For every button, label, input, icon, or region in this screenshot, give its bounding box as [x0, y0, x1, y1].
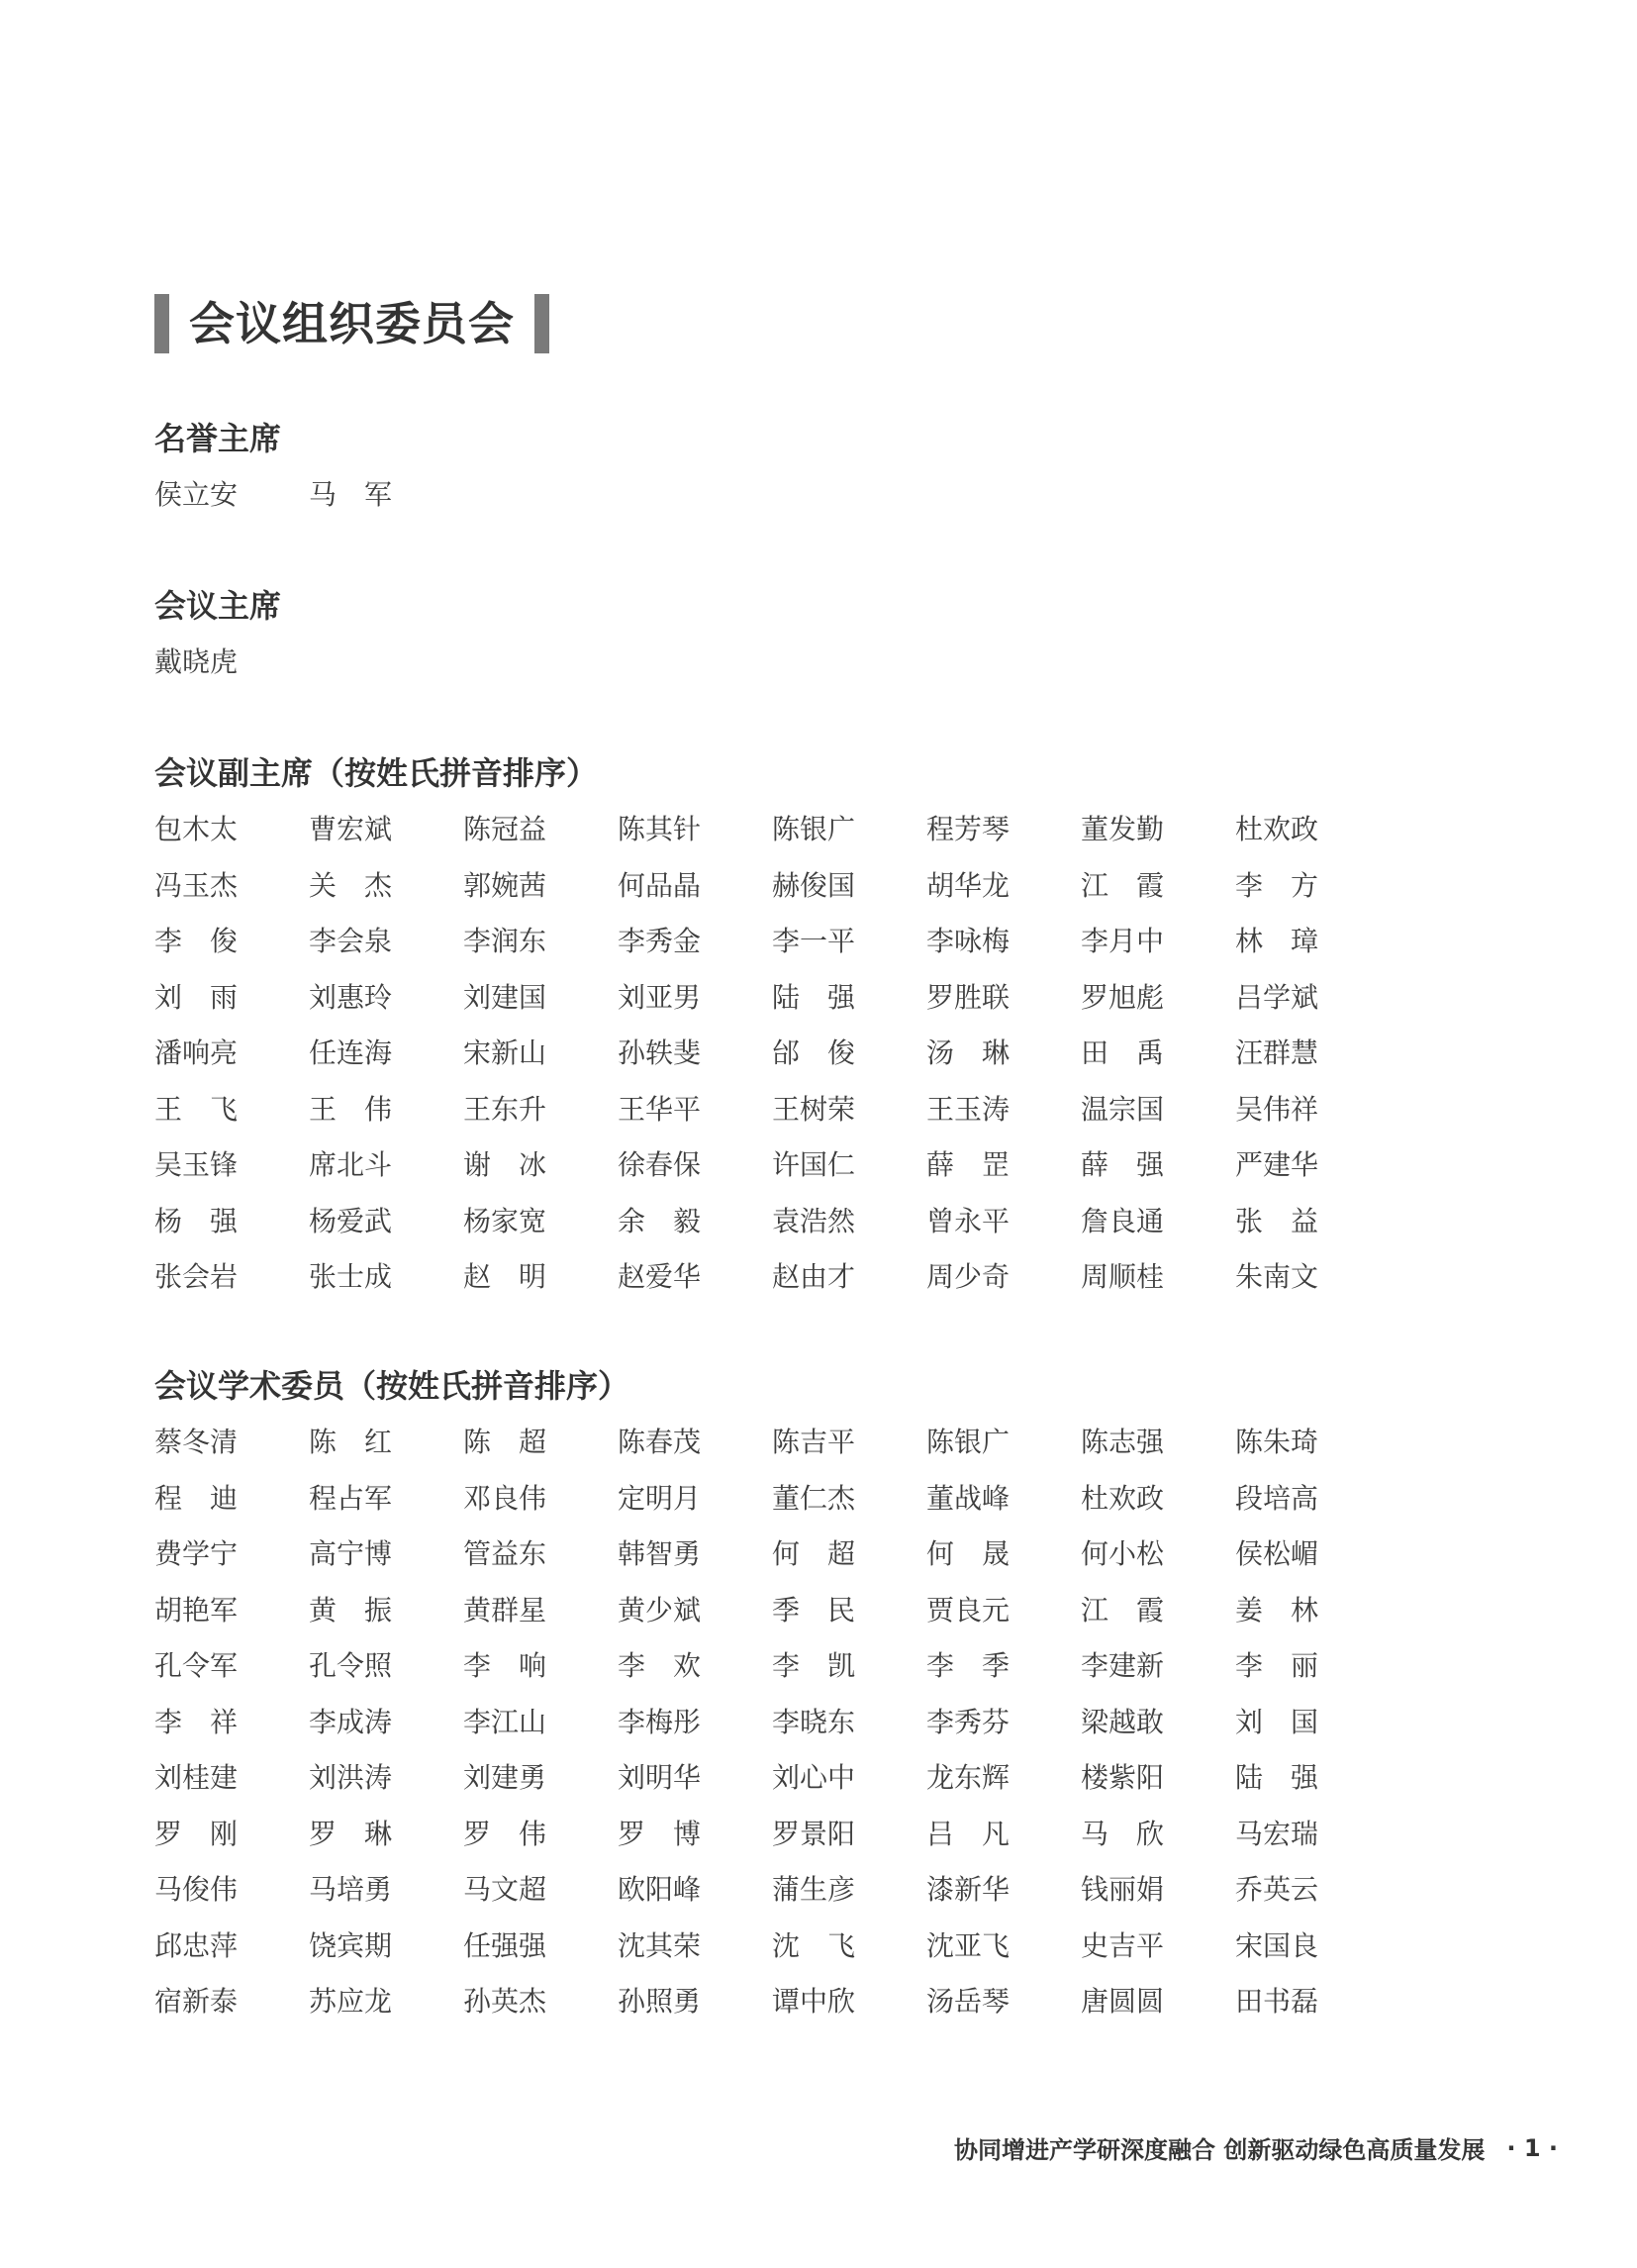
member-name: 杨 强 [154, 1204, 239, 1237]
member-name: 陆 强 [772, 980, 856, 1014]
member-name: 李建新 [1081, 1649, 1165, 1682]
member-name: 程 迪 [154, 1481, 239, 1515]
member-name: 吴玉锋 [154, 1148, 239, 1181]
member-name: 费学宁 [154, 1537, 239, 1570]
member-name: 黄少斌 [618, 1593, 702, 1627]
member-name: 李咏梅 [926, 925, 1011, 957]
member-name: 唐圆圆 [1081, 1985, 1165, 2018]
title-bar-right [534, 294, 549, 353]
member-name: 罗 博 [618, 1817, 702, 1850]
member-name: 梁越敢 [1081, 1705, 1165, 1738]
member-name: 刘洪涛 [309, 1761, 393, 1794]
member-name: 蒲生彦 [772, 1873, 856, 1906]
name-list [154, 642, 1390, 699]
name-list [154, 475, 1390, 532]
member-name: 王树荣 [772, 1092, 856, 1126]
member-name: 程芳琴 [926, 813, 1011, 845]
member-name: 赫俊国 [772, 868, 856, 902]
member-name: 江 霞 [1081, 868, 1165, 902]
member-name: 陈志强 [1081, 1426, 1165, 1458]
member-name: 钱丽娟 [1081, 1873, 1165, 1906]
member-name: 田 禹 [1081, 1036, 1165, 1069]
member-name: 刘心中 [772, 1761, 856, 1794]
member-name: 吴伟祥 [1235, 1092, 1319, 1126]
member-name: 谭中欣 [772, 1985, 856, 2018]
member-name: 罗 伟 [463, 1817, 547, 1850]
section-conference-chair [154, 586, 1390, 699]
member-name: 陈春茂 [618, 1426, 702, 1458]
section-vice-chairs [154, 753, 1390, 1314]
member-name: 黄 振 [309, 1593, 393, 1627]
member-name: 包木太 [154, 813, 239, 845]
member-name: 胡华龙 [926, 868, 1011, 902]
member-name: 赵 明 [463, 1260, 547, 1293]
member-name: 马培勇 [309, 1873, 393, 1906]
member-name: 冯玉杰 [154, 868, 239, 902]
member-name: 席北斗 [309, 1148, 393, 1181]
member-name: 杨爱武 [309, 1204, 393, 1237]
member-name: 戴晓虎 [154, 645, 239, 678]
member-name: 段培高 [1235, 1481, 1319, 1515]
member-name: 朱南文 [1235, 1260, 1319, 1293]
member-name: 严建华 [1235, 1148, 1319, 1181]
member-name: 饶宾期 [309, 1928, 393, 1962]
member-name: 沈 飞 [772, 1928, 856, 1962]
member-name: 胡艳军 [154, 1593, 239, 1627]
member-name: 王华平 [618, 1092, 702, 1126]
member-name: 季 民 [772, 1593, 856, 1627]
member-name: 姜 林 [1235, 1593, 1319, 1627]
member-name: 张士成 [309, 1260, 393, 1293]
member-name: 程占军 [309, 1481, 393, 1515]
member-name: 韩智勇 [618, 1537, 702, 1570]
page-title: 会议组织委员会 [189, 297, 515, 350]
member-name: 薛 强 [1081, 1148, 1165, 1181]
member-name: 王东升 [463, 1092, 547, 1126]
section-honorary-chairs [154, 419, 1390, 532]
member-name: 任强强 [463, 1928, 547, 1962]
name-list [154, 1423, 1390, 2038]
member-name: 李月中 [1081, 925, 1165, 957]
member-name: 许国仁 [772, 1148, 856, 1181]
member-name: 何 超 [772, 1537, 856, 1570]
page-number: · 1 · [1506, 2133, 1558, 2162]
member-name: 陈 红 [309, 1426, 393, 1458]
member-name: 李晓东 [772, 1705, 856, 1738]
member-name: 宋国良 [1235, 1928, 1319, 1962]
member-name: 刘建勇 [463, 1761, 547, 1794]
member-name: 罗旭彪 [1081, 980, 1165, 1014]
member-name: 欧阳峰 [618, 1873, 702, 1906]
member-name: 汤 琳 [926, 1036, 1011, 1069]
member-name: 袁浩然 [772, 1204, 856, 1237]
member-name: 邰 俊 [772, 1036, 856, 1069]
member-name: 徐春保 [618, 1148, 702, 1181]
member-name: 侯立安 [154, 478, 239, 511]
member-name: 刘 雨 [154, 980, 239, 1014]
member-name: 李 俊 [154, 925, 239, 957]
member-name: 刘明华 [618, 1761, 702, 1794]
section-heading: 名誉主席 [154, 420, 282, 457]
member-name: 蔡冬清 [154, 1426, 239, 1458]
member-name: 楼紫阳 [1081, 1761, 1165, 1794]
member-name: 孔令军 [154, 1649, 239, 1682]
member-name: 史吉平 [1081, 1928, 1165, 1962]
footer-slogan: 协同增进产学研深度融合 创新驱动绿色高质量发展 [953, 2136, 1486, 2164]
member-name: 陈银广 [772, 813, 856, 845]
member-name: 苏应龙 [309, 1985, 393, 2018]
member-name: 董发勤 [1081, 813, 1165, 845]
member-name: 乔英云 [1235, 1873, 1319, 1906]
member-name: 李梅彤 [618, 1705, 702, 1738]
member-name: 詹良通 [1081, 1204, 1165, 1237]
member-name: 王 飞 [154, 1092, 239, 1126]
member-name: 沈其荣 [618, 1928, 702, 1962]
member-name: 李成涛 [309, 1705, 393, 1738]
name-list [154, 810, 1390, 1314]
member-name: 沈亚飞 [926, 1928, 1011, 1962]
member-name: 汤岳琴 [926, 1985, 1011, 2018]
member-name: 杜欢政 [1235, 813, 1319, 845]
member-name: 王玉涛 [926, 1092, 1011, 1126]
member-name: 陈朱琦 [1235, 1426, 1319, 1458]
page-title-block [154, 294, 549, 353]
member-name: 邓良伟 [463, 1481, 547, 1515]
member-name: 何品晶 [618, 868, 702, 902]
member-name: 杜欢政 [1081, 1481, 1165, 1515]
member-name: 马 军 [309, 478, 393, 511]
member-name: 潘响亮 [154, 1036, 239, 1069]
member-name: 薛 罡 [926, 1148, 1011, 1181]
section-heading: 会议副主席（按姓氏拼音排序） [154, 754, 599, 792]
section-academic-committee [154, 1366, 1390, 2038]
member-name: 黄群星 [463, 1593, 547, 1627]
member-name: 李 季 [926, 1649, 1011, 1682]
member-name: 杨家宽 [463, 1204, 547, 1237]
member-name: 李秀金 [618, 925, 702, 957]
member-name: 李 响 [463, 1649, 547, 1682]
member-name: 孙照勇 [618, 1985, 702, 2018]
member-name: 张会岩 [154, 1260, 239, 1293]
member-name: 李一平 [772, 925, 856, 957]
member-name: 马 欣 [1081, 1817, 1165, 1850]
member-name: 江 霞 [1081, 1593, 1165, 1627]
member-name: 罗景阳 [772, 1817, 856, 1850]
member-name: 关 杰 [309, 868, 393, 902]
member-name: 李润东 [463, 925, 547, 957]
member-name: 曾永平 [926, 1204, 1011, 1237]
member-name: 陈冠益 [463, 813, 547, 845]
member-name: 陈其针 [618, 813, 702, 845]
member-name: 刘亚男 [618, 980, 702, 1014]
member-name: 罗胜联 [926, 980, 1011, 1014]
member-name: 李 祥 [154, 1705, 239, 1738]
section-heading: 会议学术委员（按姓氏拼音排序） [154, 1367, 630, 1405]
member-name: 宿新泰 [154, 1985, 239, 2018]
member-name: 余 毅 [618, 1204, 702, 1237]
member-name: 汪群慧 [1235, 1036, 1319, 1069]
member-name: 侯松嵋 [1235, 1537, 1319, 1570]
member-name: 董仁杰 [772, 1481, 856, 1515]
member-name: 宋新山 [463, 1036, 547, 1069]
member-name: 罗 刚 [154, 1817, 239, 1850]
title-bar-left [154, 294, 169, 353]
member-name: 吕 凡 [926, 1817, 1011, 1850]
member-name: 赵爱华 [618, 1260, 702, 1293]
member-name: 任连海 [309, 1036, 393, 1069]
member-name: 李会泉 [309, 925, 393, 957]
member-name: 田书磊 [1235, 1985, 1319, 2018]
member-name: 谢 冰 [463, 1148, 547, 1181]
member-name: 吕学斌 [1235, 980, 1319, 1014]
member-name: 马宏瑞 [1235, 1817, 1319, 1850]
member-name: 孙轶斐 [618, 1036, 702, 1069]
member-name: 定明月 [618, 1481, 702, 1515]
member-name: 马文超 [463, 1873, 547, 1906]
member-name: 郭婉茜 [463, 868, 547, 902]
page-footer [954, 2130, 1558, 2165]
member-name: 董战峰 [926, 1481, 1011, 1515]
member-name: 曹宏斌 [309, 813, 393, 845]
member-name: 陈银广 [926, 1426, 1011, 1458]
member-name: 周少奇 [926, 1260, 1011, 1293]
member-name: 李 欢 [618, 1649, 702, 1682]
member-name: 李 方 [1235, 868, 1319, 902]
member-name: 赵由才 [772, 1260, 856, 1293]
member-name: 王 伟 [309, 1092, 393, 1126]
member-name: 陈吉平 [772, 1426, 856, 1458]
member-name: 管益东 [463, 1537, 547, 1570]
member-name: 孔令照 [309, 1649, 393, 1682]
member-name: 刘桂建 [154, 1761, 239, 1794]
member-name: 贾良元 [926, 1593, 1011, 1627]
member-name: 周顺桂 [1081, 1260, 1165, 1293]
member-name: 刘建国 [463, 980, 547, 1014]
member-name: 邱忠萍 [154, 1928, 239, 1962]
member-name: 孙英杰 [463, 1985, 547, 2018]
member-name: 李江山 [463, 1705, 547, 1738]
member-name: 李秀芬 [926, 1705, 1011, 1738]
member-name: 张 益 [1235, 1204, 1319, 1237]
member-name: 刘 国 [1235, 1705, 1319, 1738]
member-name: 陈 超 [463, 1426, 547, 1458]
member-name: 温宗国 [1081, 1092, 1165, 1126]
member-name: 李 丽 [1235, 1649, 1319, 1682]
member-name: 陆 强 [1235, 1761, 1319, 1794]
member-name: 林 璋 [1235, 925, 1319, 957]
member-name: 罗 琳 [309, 1817, 393, 1850]
member-name: 何 晟 [926, 1537, 1011, 1570]
member-name: 刘惠玲 [309, 980, 393, 1014]
member-name: 何小松 [1081, 1537, 1165, 1570]
member-name: 漆新华 [926, 1873, 1011, 1906]
section-heading: 会议主席 [154, 587, 282, 625]
member-name: 李 凯 [772, 1649, 856, 1682]
member-name: 马俊伟 [154, 1873, 239, 1906]
member-name: 高宁博 [309, 1537, 393, 1570]
member-name: 龙东辉 [926, 1761, 1011, 1794]
